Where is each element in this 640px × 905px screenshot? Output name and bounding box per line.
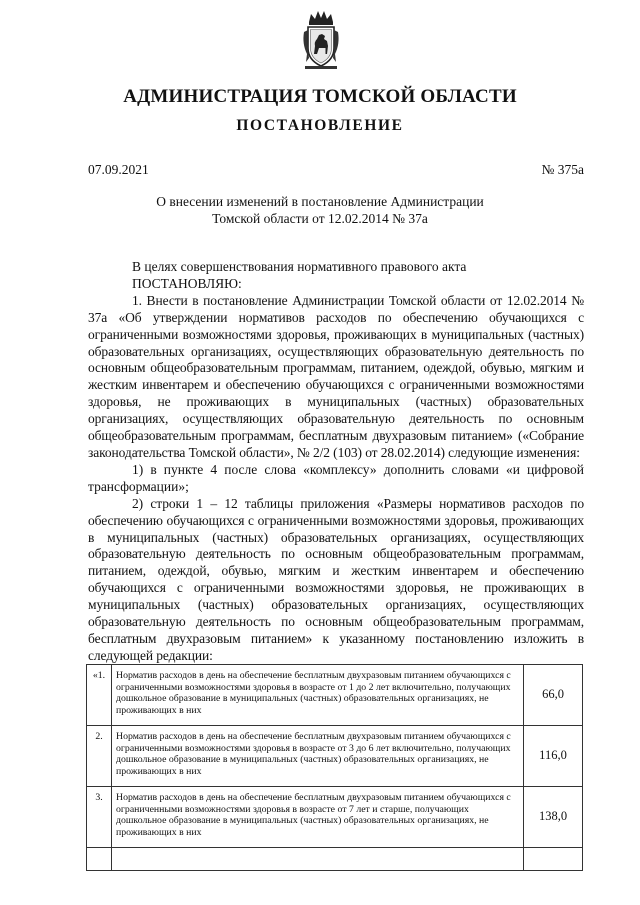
row-description: Норматив расходов в день на обеспечение бесплатным двухразовым питанием обучающихся с ограниченными возможностями здоровья в возрасте от 7 лет и старше, получающих дошкольное образование в муниципальных (частных) образовательных организациях, не проживающих в них [112,787,524,848]
body-paragraph: В целях совершенствования нормативного правового акта [132,259,467,274]
row-number: 3. [87,787,112,848]
row-number: «1. [87,665,112,726]
document-number: № 375а [541,162,584,177]
row-value: 116,0 [524,726,583,787]
agency-title: АДМИНИСТРАЦИЯ ТОМСКОЙ ОБЛАСТИ [123,86,517,107]
body-paragraph: 2) строки 1 – 12 таблицы приложения «Размеры нормативов расходов по обеспечению обучающихся с ограниченными возможностями здоровья, проживающих в муниципальных (частных) образовательных организациях, осуществляющих образовательную деятельность по основным общеобразовательным программам, питанием, одеждой, обувью, мягким и жестким инвентарем и обеспечению обучающихся с ограниченными возможностями здоровья, не проживающих в муниципальных (частных) образовательных организациях, осуществляющих образовательную деятельность по основным общеобразовательным программам, бесплатным двухразовым питанием» к указанному постановлению изложить в следующей редакции: [88,495,584,663]
row-value: 138,0 [524,787,583,848]
table-row [87,787,583,848]
coat-of-arms-icon [301,8,341,72]
row-description: Норматив расходов в день на обеспечение бесплатным двухразовым питанием обучающихся с ограниченными возможностями здоровья в возрасте от 3 до 6 лет включительно, получающих дошкольное образование в муниципальных (частных) образовательных организациях, не проживающих в них [112,726,524,787]
row-value: 66,0 [524,665,583,726]
table-row [87,726,583,787]
norms-table [86,664,583,871]
body-paragraph: 1) в пункте 4 после слова «комплексу» дополнить словами «и цифровой трансформации»; [88,461,584,494]
body-paragraph: 1. Внести в постановление Администрации Томской области от 12.02.2014 № 37а «Об утверждении нормативов расходов по обеспечению обучающихся с ограниченными возможностями здоровья, проживающих в муниципальных (частных) образовательных организациях, осуществляющих образовательную деятельность по основным общеобразовательным программам, питанием, одеждой, обувью, мягким и жестким инвентарем и обеспечению обучающихся с ограниченными возможностями здоровья, не проживающих в муниципальных (частных) образовательных организациях, осуществляющих образовательную деятельность по основным общеобразовательным программам, бесплатным двухразовым питанием» («Собрание законодательства Томской области», № 2/2 (103) от 28.02.2014) следующие изменения: [88,292,584,460]
document-subject: О внесении изменений в постановление Администрации Томской области от 12.02.2014 № 37а [156,194,484,226]
body-paragraph: ПОСТАНОВЛЯЮ: [132,275,242,291]
row-number: 2. [87,726,112,787]
row-description: Норматив расходов в день на обеспечение бесплатным двухразовым питанием обучающихся с ограниченными возможностями здоровья в возрасте от 1 до 2 лет включительно, получающих дошкольное образование в муниципальных (частных) образовательных организациях, не проживающих в них [112,665,524,726]
document-body [88,259,584,665]
document-type: ПОСТАНОВЛЕНИЕ [236,117,404,134]
table-row [87,665,583,726]
document-date: 07.09.2021 [88,162,149,177]
table-row-partial [87,848,583,871]
